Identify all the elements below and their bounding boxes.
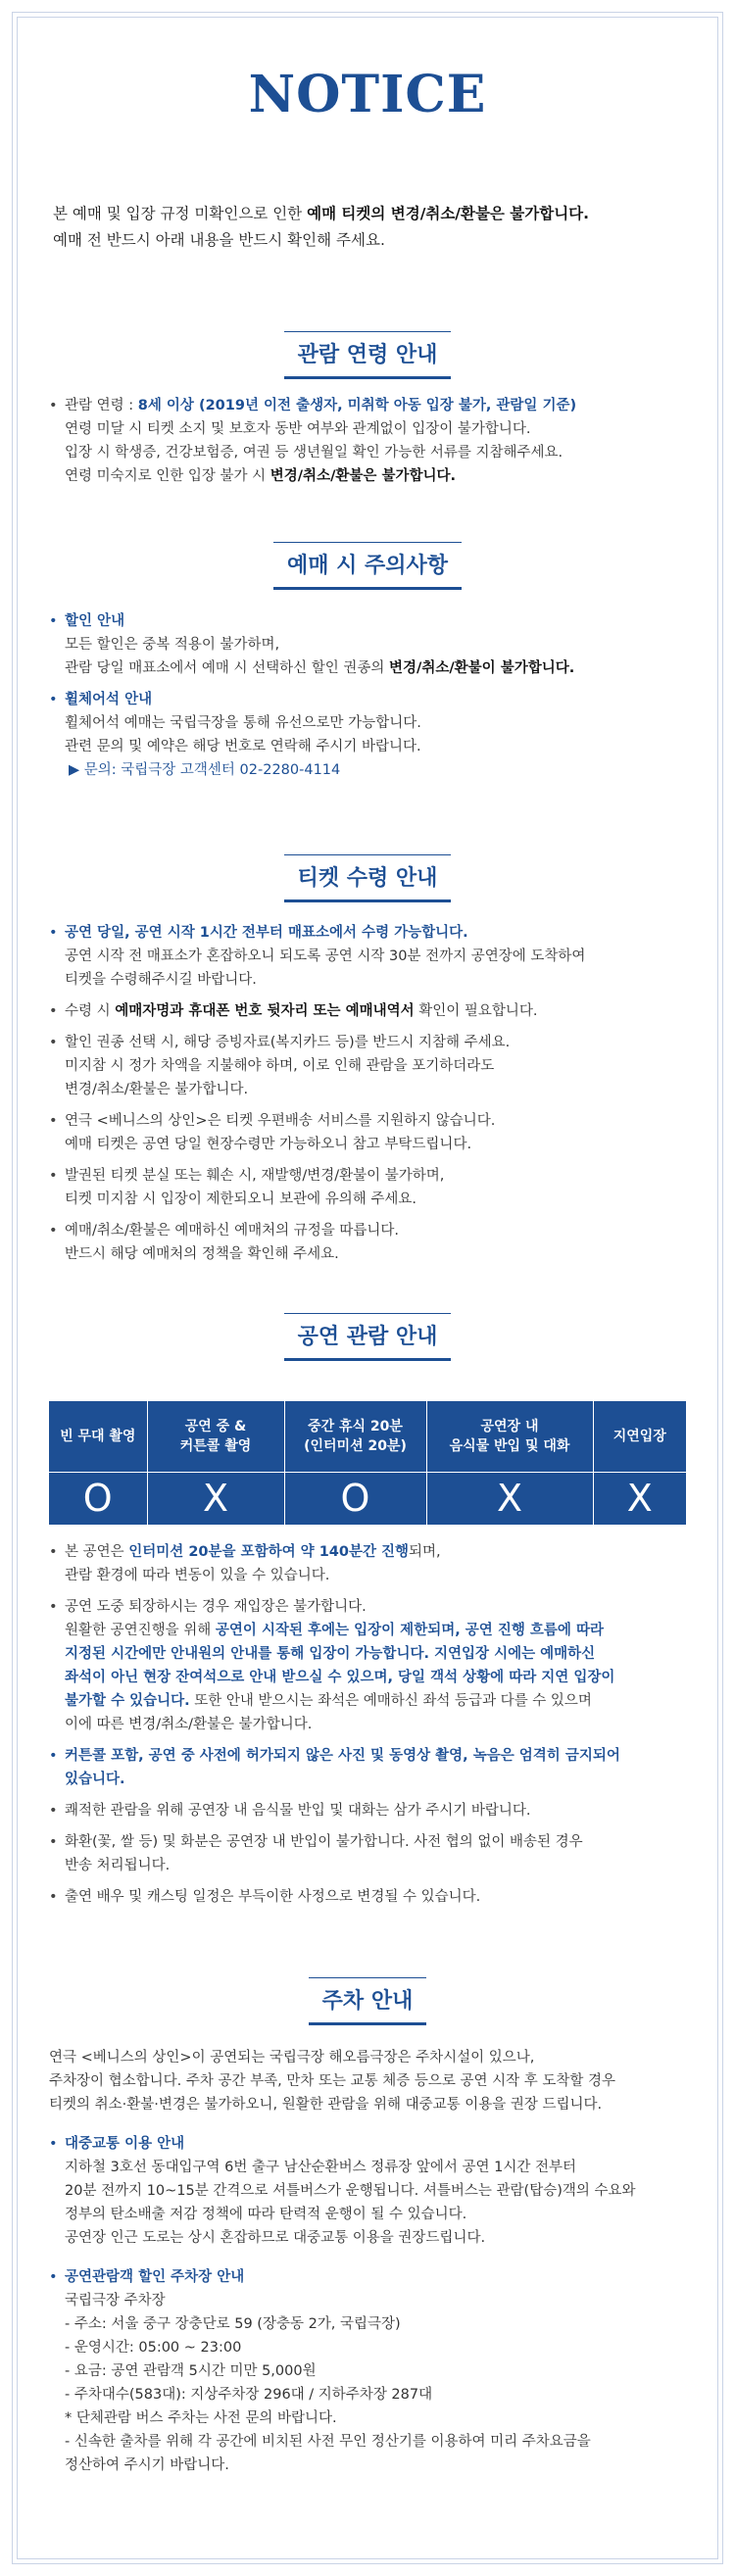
list-item: • 공연 도중 퇴장하시는 경우 재입장은 불가합니다. — [49, 1599, 367, 1615]
list-item: • 발권된 티켓 분실 또는 훼손 시, 재발행/변경/환불이 불가하며, — [49, 1168, 445, 1184]
list-item: • 출연 배우 및 캐스팅 일정은 부득이한 사정으로 변경될 수 있습니다. — [49, 1889, 481, 1905]
table-header-cell: 중간 휴식 20분 (인터미션 20분) — [284, 1401, 426, 1472]
section-title-age: 관람 연령 안내 — [49, 331, 686, 379]
table-cell: X — [626, 1477, 653, 1521]
table-row — [49, 1472, 686, 1525]
table-header-row — [49, 1401, 686, 1472]
parking-lot-heading: • 공연관람객 할인 주차장 안내 — [49, 2269, 245, 2285]
table-cell: X — [426, 1472, 593, 1525]
section-title-ticket: 티켓 수령 안내 — [49, 854, 686, 902]
list-item: • 할인 권종 선택 시, 해당 증빙자료(복지카드 등)를 반드시 지참해 주세요. — [49, 1035, 511, 1050]
list-item: • 공연 당일, 공연 시작 1시간 전부터 매표소에서 수령 가능합니다. — [49, 925, 468, 941]
discount-heading: • 할인 안내 — [49, 613, 125, 629]
list-item: • 화환(꽃, 쌀 등) 및 화분은 공연장 내 반입이 불가합니다. 사전 협의 없이 배송된 경우 — [49, 1834, 583, 1850]
intro-warning: 예매 티켓의 변경/취소/환불은 불가합니다. — [307, 205, 590, 222]
table-header-cell: 빈 무대 촬영 — [49, 1401, 147, 1472]
section-title-viewing: 공연 관람 안내 — [49, 1313, 686, 1361]
transit-heading: • 대중교통 이용 안내 — [49, 2136, 185, 2152]
parking-section: 연극 <베니스의 상인>이 공연되는 국립극장 해오름극장은 주차시설이 있으나, 주차장이 협소합니다. 주차 공간 부족, 만차 또는 교통 체증 등으로 공연 시작 후 도착할 경우 티켓의 취소·환불·변경은 불가하오니, 원활한 관람을 위해 대중교통 이용을 권장 드립니다. • 대중교통 이용 안내 지하철 3호선 동대입구역 6번 출구 남산순환버스 정류장 앞에서 공연 1시간 전부터 20분 전까지 10~15분 간격으로 셔틀버스가 운행됩니다. 셔틀버스는 관람(탑승)객의 수요와 정부의 탄소배출 저감 정책에 따라 탄력적 운행이 될 수 있습니다. 공연장 인근 도로는 상시 혼잡하므로 대중교통 이용을 권장드립니다. • 공연관람객 할인 주차장 안내 국립극장 주차장 - 주소: 서울 중구 장충단로 59 (장충동 2가, 국립극장) - 운영시간: 05:00 ~ 23:00 - 요금: 공연 관람객 5시간 미만 5,000원 - 주차대수(583대): 지상주차장 296대 / 지하주차장 287대 * 단체관람 버스 주차는 사전 문의 바랍니다. - 신속한 출차를 위해 각 공간에 비치된 사전 무인 정산기를 이용하여 미리 주차요금을 정산하여 주시기 바랍니다. — [49, 2046, 696, 2477]
page-title: NOTICE — [248, 65, 487, 124]
table-header-cell: 지연입장 — [593, 1401, 686, 1472]
section-title-parking: 주차 안내 — [49, 1977, 686, 2025]
table-header-cell: 공연 중 & 커튼콜 촬영 — [147, 1401, 284, 1472]
intro-text: 본 예매 및 입장 규정 미확인으로 인한 예매 티켓의 변경/취소/환불은 불가합니다. 예매 전 반드시 아래 내용을 반드시 확인해 주세요. — [53, 205, 590, 249]
table-header-cell: 공연장 내 음식물 반입 및 대화 — [426, 1401, 593, 1472]
booking-section: • 할인 안내 모든 할인은 중복 적용이 불가하며, 관람 당일 매표소에서 예매 시 선택하신 할인 권종의 변경/취소/환불이 불가합니다. • 휠체어석 안내 휠체어석 예매는 국립극장을 통해 유선으로만 가능합니다. 관련 문의 및 예약은 해당 번호로 연락해 주시기 바랍니다. ▶ 문의: 국립극장 고객센터 02-2280-4114 — [49, 609, 696, 782]
table-cell: O — [284, 1472, 426, 1525]
wheelchair-heading: • 휠체어석 안내 — [49, 692, 153, 707]
table-cell: X — [147, 1472, 284, 1525]
list-item: • 커튼콜 포함, 공연 중 사전에 허가되지 않은 사진 및 동영상 촬영, 녹음은 엄격히 금지되어 — [49, 1748, 620, 1764]
list-item: • 수령 시 예매자명과 휴대폰 번호 뒷자리 또는 예매내역서 확인이 필요합니다. — [49, 1003, 538, 1019]
list-item: • 관람 연령 : 8세 이상 (2019년 이전 출생자, 미취학 아동 입장 불가, 관람일 기준) — [49, 398, 577, 413]
table-cell: O — [49, 1472, 147, 1525]
section-title-booking: 예매 시 주의사항 — [49, 542, 686, 590]
contact-info: ▶ 문의: 국립극장 고객센터 02-2280-4114 — [69, 762, 341, 778]
list-item: • 예매/취소/환불은 예매하신 예매처의 규정을 따릅니다. — [49, 1223, 399, 1239]
ticket-section: • 공연 당일, 공연 시작 1시간 전부터 매표소에서 수령 가능합니다. 공연 시작 전 매표소가 혼잡하오니 되도록 공연 시작 30분 전까지 공연장에 도착하여 티켓을 수령해주시길 바랍니다. • 수령 시 예매자명과 휴대폰 번호 뒷자리 또는 예매내역서 확인이 필요합니다. • 할인 권종 선택 시, 해당 증빙자료(복지카드 등)를 반드시 지참해 주세요. 미지참 시 정가 차액을 지불해야 하며, 이로 인해 관람을 포기하더라도 변경/취소/환불은 불가합니다. • 연극 <베니스의 상인>은 티켓 우편배송 서비스를 지원하지 않습니다. 예매 티켓은 공연 당일 현장수령만 가능하오니 참고 부탁드립니다. • 발권된 티켓 분실 또는 훼손 시, 재발행/변경/환불이 불가하며, 티켓 미지참 시 입장이 제한되오니 보관에 유의해 주세요. • 예매/취소/환불은 예매하신 예매처의 규정을 따릅니다. 반드시 해당 예매처의 정책을 확인해 주세요. — [49, 921, 696, 1266]
list-item: • 쾌적한 관람을 위해 공연장 내 음식물 반입 및 대화는 삼가 주시기 바랍니다. — [49, 1803, 531, 1819]
list-item: • 본 공연은 인터미션 20분을 포함하여 약 140분간 진행되며, — [49, 1544, 441, 1560]
viewing-rules-table — [49, 1401, 686, 1525]
viewing-section: • 본 공연은 인터미션 20분을 포함하여 약 140분간 진행되며, 관람 환경에 따라 변동이 있을 수 있습니다. • 공연 도중 퇴장하시는 경우 재입장은 불가합니다. 원활한 공연진행을 위해 공연이 시작된 후에는 입장이 제한되며, 공연 진행 흐름에 따라 지정된 시간에만 안내원의 안내를 통해 입장이 가능합니다. 지연입장 시에는 예매하신 좌석이 아닌 현장 잔여석으로 안내 받으실 수 있으며, 당일 객석 상황에 따라 지연 입장이 불가할 수 있습니다. 또한 안내 받으시는 좌석은 예매하신 좌석 등급과 다를 수 있으며 이에 따른 변경/취소/환불은 불가합니다. • 커튼콜 포함, 공연 중 사전에 허가되지 않은 사진 및 동영상 촬영, 녹음은 엄격히 금지되어 있습니다. • 쾌적한 관람을 위해 공연장 내 음식물 반입 및 대화는 삼가 주시기 바랍니다. • 화환(꽃, 쌀 등) 및 화분은 공연장 내 반입이 불가합니다. 사전 협의 없이 배송된 경우 반송 처리됩니다. • 출연 배우 및 캐스팅 일정은 부득이한 사정으로 변경될 수 있습니다. — [49, 1540, 696, 1909]
list-item: • 연극 <베니스의 상인>은 티켓 우편배송 서비스를 지원하지 않습니다. — [49, 1113, 496, 1129]
age-section: • 관람 연령 : 8세 이상 (2019년 이전 출생자, 미취학 아동 입장 불가, 관람일 기준) 연령 미달 시 티켓 소지 및 보호자 동반 여부와 관계없이 입장이 불가합니다. 입장 시 학생증, 건강보험증, 여권 등 생년월일 확인 가능한 서류를 지참해주세요. 연령 미숙지로 인한 입장 불가 시 변경/취소/환불은 불가합니다. — [49, 394, 696, 488]
